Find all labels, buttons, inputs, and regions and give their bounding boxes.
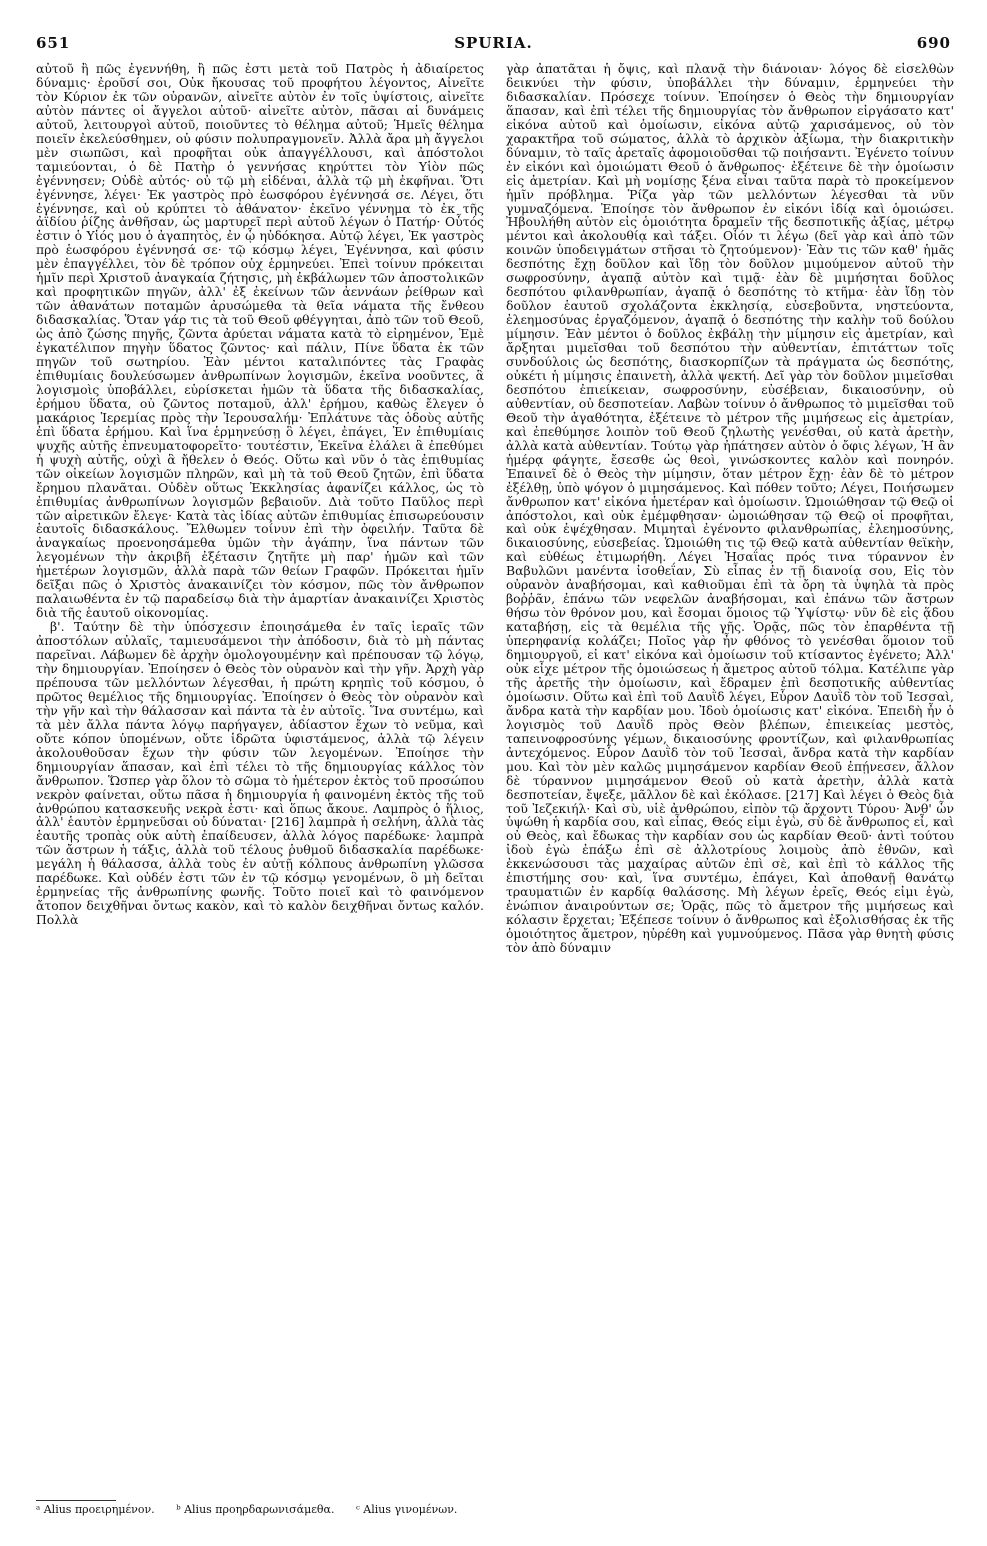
page-header bbox=[36, 34, 951, 54]
right-paragraph-1: γὰρ ἀπατᾶται ἡ ὄψις, καὶ πλανᾷ τὴν διάνοιαν· λόγος δὲ εἰσελθὼν δεικνύει τὴν φύσιν, ὑποβάλλει τὴν δύναμιν, ἑρμηνεύει τὴν διδασκαλίαν. Πρόσεχε τοίνυν. Ἐποίησεν ὁ Θεὸς τὴν δημιουργίαν ἅπασαν, καὶ ἐπὶ τέλει τῆς δημιουργίας τὸν ἄνθρωπον εἰργάσατο κατ' εἰκόνα αὐτοῦ καὶ ὁμοίωσιν, εἰκόνα αὐτῷ χαρισάμενος, οὐ τὸν χαρακτῆρα τοῦ σώματος, ἀλλὰ τὸ ἀρχικὸν ἀξίωμα, τὴν διακριτικὴν δύναμιν, τὸ ταῖς ἀρεταῖς ἀφομοιοῦσθαι τῷ ποιήσαντι. Ἐγένετο τοίνυν ἐν εἰκόνι καὶ ὁμοιώματι Θεοῦ ὁ ἄνθρωπος· ἐξέτεινε δὲ τὴν ὁμοίωσιν εἰς ἀμετρίαν. Καὶ μὴ νομίσῃς ξένα εἶναι ταῦτα παρὰ τὸ προκείμενον ἡμῖν πρόβλημα. Ῥίζα γὰρ τῶν μελλόντων λέγεσθαι τὰ νῦν γυμναζόμενα. Ἐποίησε τὸν ἄνθρωπον ἐν εἰκόνι ἰδίᾳ καὶ ὁμοιώσει. Ἠβουλήθη αὐτὸν εἰς ὁμοιότητα δραμεῖν τῆς δεσποτικῆς ἀξίας, μέτρῳ μέντοι καὶ ἀκολουθίᾳ καὶ τάξει. Οἷόν τι λέγω (δεῖ γὰρ καὶ ἀπὸ τῶν κοινῶν ὑποδειγμάτων στῆσαι τὸ ζητούμενον)· Ἐὰν τις τῶν καθ' ἡμᾶς δεσπότης ἔχῃ δοῦλον καὶ ἴδῃ τὸν δοῦλον μιμούμενον αὐτοῦ τὴν σωφροσύνην, ἀγαπᾷ αὐτὸν καὶ τιμᾷ· ἐὰν δὲ μιμήσηται δοῦλος δεσπότου φιλανθρωπίαν, ἀγαπᾷ ὁ δεσπότης τὸ κτῆμα· ἐὰν ἴδῃ τὸν δοῦλον ἑαυτοῦ σχολάζοντα ἐκκλησίᾳ, εὐσεβοῦντα, νηστεύοντα, ἐλεημοσύνας ἐργαζόμενον, ἀγαπᾷ ὁ δεσπότης τὴν καλὴν τοῦ δούλου μίμησιν. Ἐὰν μέντοι ὁ δοῦλος ἐκβάλῃ τὴν μίμησιν εἰς ἀμετρίαν, καὶ ἄρξηται μιμεῖσθαι τοῦ δεσπότου τὴν αὐθεντίαν, ἐπιτάττων τοῖς συνδούλοις ὡς δεσπότης, διασκορπίζων τὰ πράγματα ὡς δεσπότης, οὐκέτι ἡ μίμησις ἐπαινετὴ, ἀλλὰ ψεκτή. Δεῖ γὰρ τὸν δοῦλον μιμεῖσθαι δεσπότου ἐπιείκειαν, σωφροσύνην, εὐσέβειαν, δικαιοσύνην, οὐ αὐθεντίαν, οὐ δεσποτείαν. Λαβὼν τοίνυν ὁ ἄνθρωπος τὸ μιμεῖσθαι τοῦ Θεοῦ τὴν ἀγαθότητα, ἐξέτεινε τὸ μέτρον τῆς μιμήσεως εἰς ἀμετρίαν, καὶ ἐπεθύμησε λοιπὸν τοῦ Θεοῦ ζηλωτὴς γενέσθαι, οὐ κατὰ ἀρετὴν, ἀλλὰ κατὰ αὐθεντίαν. Τούτῳ γὰρ ἠπάτησεν αὐτὸν ὁ ὄφις λέγων, Ἡ ἂν ἡμέρᾳ φάγητε, ἔσεσθε ὡς θεοὶ, γινώσκοντες καλὸν καὶ πονηρόν. Ἐπαινεῖ δὲ ὁ Θεὸς τὴν μίμησιν, ὅταν μέτρον ἔχῃ· ἐὰν δὲ τὸ μέτρον ἐξέλθῃ, ὑπὸ ψόγον ὁ μιμησάμενος. Καὶ πόθεν τοῦτο; Λέγει, Ποιήσωμεν ἄνθρωπον κατ' εἰκόνα ἡμετέραν καὶ ὁμοίωσιν. Ὡμοιώθησαν τῷ Θεῷ οἱ ἀπόστολοι, καὶ οὐκ ἐμέμφθησαν· ὡμοιώθησαν τῷ Θεῷ οἱ προφῆται, καὶ οὐκ ἐψέχθησαν. Μιμηταὶ ἐγένοντο φιλανθρωπίας, ἐλεημοσύνης, δικαιοσύνης, εὐσεβείας. Ὡμοιώθη τις τῷ Θεῷ κατὰ αὐθεντίαν θεϊκὴν, καὶ εὐθέως ἐτιμωρήθη. Λέγει Ἡσαΐας πρός τινα τύραννον ἐν Βαβυλῶνι μανέντα ἰσοθεΐαν, Σὺ εἶπας ἐν τῇ διανοίᾳ σου, Εἰς τὸν οὐρανὸν ἀναβήσομαι, καὶ καθιοῦμαι ἐπὶ τὰ ὄρη τὰ ὑψηλὰ τὰ πρὸς βοῤῥᾶν, ἐπάνω τῶν νεφελῶν ἀναβήσομαι, καὶ ἐπάνω τῶν ἄστρων θήσω τὸν θρόνον μου, καὶ ἔσομαι ὅμοιος τῷ Ὑψίστῳ· νῦν δὲ εἰς ᾅδου καταβήσῃ, εἰς τὰ θεμέλια τῆς γῆς. Ὁρᾷς, πῶς τὸν ἐπαρθέντα τῇ ὑπερηφανίᾳ κολάζει; Ποῖος γὰρ ἦν φθόνος τὸ γενέσθαι ὅμοιον τοῦ δημιουργοῦ, εἰ κατ' εἰκόνα καὶ ὁμοίωσιν τοῦ κτίσαντος ἐγένετο; Ἀλλ' οὐκ εἶχε μέτρον τῆς ὁμοιώσεως ἡ ἄμετρος αὐτοῦ τόλμα. Κατέλιπε γὰρ τῆς ἀρετῆς τὴν ὁμοίωσιν, καὶ ἔδραμεν ἐπὶ δεσποτικῆς αὐθεντίας ὁμοίωσιν. Οὕτω καὶ ἐπὶ τοῦ Δαυῒδ λέγει, Εὗρον Δαυῒδ τὸν τοῦ Ἰεσσαὶ, ἄνδρα κατὰ τὴν καρδίαν μου. Ἰδοὺ ὁμοίωσις κατ' εἰκόνα. Ἐπειδὴ ἦν ὁ λογισμὸς τοῦ Δαυῒδ πρὸς Θεὸν βλέπων, ἐπιεικείας μεστὸς, ταπεινοφροσύνης γέμων, δικαιοσύνης φροντίζων, καὶ φιλανθρωπίας ἀντεχόμενος. Εὗρον Δαυῒδ τὸν τοῦ Ἰεσσαὶ, ἄνδρα κατὰ τὴν καρδίαν μου. Καὶ τὸν μὲν καλῶς μιμησάμενον καρδίαν Θεοῦ ἐπῄνεσεν, ἄλλον δὲ τύραννον μιμησάμενον Θεοῦ οὐ κατὰ ἀρετὴν, ἀλλὰ κατὰ δεσποτείαν, ἔψεξε, μᾶλλον δὲ καὶ ἐκόλασε. [217] Καὶ λέγει ὁ Θεὸς διὰ τοῦ Ἰεζεκιήλ· Καὶ σὺ, υἱὲ ἀνθρώπου, εἰπὸν τῷ ἄρχοντι Τύρου· Ἀνθ' ὧν ὑψώθη ἡ καρδία σου, καὶ εἶπας, Θεός εἰμι ἐγὼ, σὺ δὲ ἄνθρωπος εἶ, καὶ οὐ Θεὸς, καὶ ἔδωκας τὴν καρδίαν σου ὡς καρδίαν Θεοῦ· ἀντὶ τούτου ἰδοὺ ἐγὼ ἐπάξω ἐπὶ σὲ ἀλλοτρίους λοιμοὺς ἀπὸ ἐθνῶν, καὶ ἐκκενώσουσι τὰς μαχαίρας αὐτῶν ἐπὶ σὲ, καὶ ἐπὶ τὸ κάλλος τῆς ἐπιστήμης σου· καὶ, ἵνα συντέμω, ἐπάγει, Καὶ ἀποθανῇ θανάτῳ τραυματιῶν ἐν καρδίᾳ θαλάσσης. Μὴ λέγων ἐρεῖς, Θεός εἰμι ἐγὼ, ἐνώπιον ἀναιρούντων σε; Ὁρᾷς, πῶς τὸ ἄμετρον τῆς μιμήσεως καὶ κόλασιν ἔρχεται; Ἐξέπεσε τοίνυν ὁ ἄνθρωπος καὶ ἐξολισθήσας ἐκ τῆς ὁμοιότητος ἄμετρον, ηὑρέθη καὶ γυμνούμενος. Πᾶσα γὰρ θνητὴ φύσις τὸν ἀπὸ δύναμιν bbox=[506, 61, 954, 956]
right-page-number: 690 bbox=[916, 34, 951, 52]
footnote-b: ᵇ Alius προηρδαρωνισάμεθα. bbox=[176, 1503, 335, 1516]
footnote-a: ᵃ Alius προειρημένον. bbox=[36, 1503, 155, 1516]
footnotes bbox=[36, 1503, 484, 1516]
footnote-rule bbox=[36, 1500, 116, 1501]
left-page-number: 651 bbox=[36, 34, 71, 52]
left-paragraph-1: αὐτοῦ ἢ πῶς ἐγεννήθη, ἢ πῶς ἐστι μετὰ τοῦ Πατρὸς ἡ ἀδιαίρετος δύναμις· ἐροῦσί σοι, Οὐκ ἤκουσας τοῦ προφήτου λέγοντος, Αἰνεῖτε τὸν Κύριον ἐκ τῶν οὐρανῶν, αἰνεῖτε αὐτὸν ἐν τοῖς ὑψίστοις, αἰνεῖτε αὐτὸν πάντες οἱ ἄγγελοι αὐτοῦ· αἰνεῖτε αὐτὸν, πᾶσαι αἱ δυνάμεις αὐτοῦ, λειτουργοὶ αὐτοῦ, ποιοῦντες τὸ θέλημα αὐτοῦ; Ἡμεῖς θέλημα ποιεῖν ἐκελεύσθημεν, οὐ φύσιν πολυπραγμονεῖν. Ἀλλὰ ἄρα μὴ ἄγγελοι μὲν σιωπῶσι, καὶ προφῆται οὐκ ἀπαγγέλλουσι, καὶ ἀπόστολοι ταμιεύονται, ὁ δὲ Πατὴρ ὁ γεννήσας κηρύττει τὸν Υἱὸν πῶς ἐγέννησεν; Οὐδὲ αὐτός· οὐ τῷ μὴ εἰδέναι, ἀλλὰ τῷ μὴ ἐκφῆναι. Ὅτι ἐγέννησε, λέγει· Ἐκ γαστρὸς πρὸ ἑωσφόρου ἐγέννησά σε. Λέγει, ὅτι ἐγέννησε, καὶ οὐ κρύπτει τὸ ἀθάνατον· ἐκεῖνο γέννημα τὸ ἐκ τῆς ἀϊδίου ῥίζης ἀνθῆσαν, ὡς μαρτυρεῖ περὶ αὐτοῦ λέγων ὁ Πατήρ· Οὗτός ἐστιν ὁ Υἱός μου ὁ ἀγαπητὸς, ἐν ᾧ ηὐδόκησα. Αὐτῷ λέγει, Ἐκ γαστρὸς πρὸ ἑωσφόρου ἐγέννησά σε· τῷ κόσμῳ λέγει, Ἐγέννησα, καὶ φύσιν μὲν ἐπαγγέλλει, τὸν δὲ τρόπον οὐχ ἑρμηνεύει. Ἐπεὶ τοίνυν πρόκειται ἡμῖν περὶ Χριστοῦ ἀναγκαία ζήτησις, μὴ ἐκβάλωμεν τῶν ἀποστολικῶν καὶ προφητικῶν πηγῶν, ἀλλ' ἐξ ἐκείνων τῶν ἀεννάων ῥείθρων καὶ τῶν ἀθανάτων ποταμῶν ἀρυσώμεθα τὰ θεῖα νάματα τῆς ἔνθεου διδασκαλίας. Ὅταν γάρ τις τὰ τοῦ Θεοῦ φθέγγηται, ἀπὸ τῶν τοῦ Θεοῦ, ὡς ἀπὸ ζώσης πηγῆς, ζῶντα ἀρύεται νάματα κατὰ τὸ εἰρημένον, Ἐμὲ ἐγκατέλιπον πηγὴν ὕδατος ζῶντος· καὶ πάλιν, Πίνε ὕδατα ἐκ τῶν πηγῶν τοῦ σωτηρίου. Ἐὰν μέντοι καταλιπόντες τὰς Γραφὰς ἐπιθυμίαις δουλεύσωμεν ἀνθρωπίνων λογισμῶν, ἐκεῖνα νοοῦντες, ἃ λογισμοὶς ὑποβάλλει, εὑρίσκεται ἡμῶν τὰ ὕδατα τῆς διδασκαλίας, ἐρήμου ὕδατα, οὐ ζῶντος ποταμοῦ, ἀλλ' ἐρήμου, καθὼς ἔλεγεν ὁ μακάριος Ἱερεμίας πρὸς τὴν Ἱερουσαλήμ· Ἐπλάτυνε τὰς ὁδοὺς αὐτῆς ἐπὶ ὕδατα ἐρήμου. Καὶ ἵνα ἑρμηνεύσῃ ὃ λέγει, ἐπάγει, Ἐν ἐπιθυμίαις ψυχῆς αὐτῆς ἐπνευματοφορεῖτο· τουτέστιν, Ἐκεῖνα ἐλάλει ἃ ἐπεθύμει ἡ ψυχὴ αὐτῆς, οὐχὶ ἃ ἤθελεν ὁ Θεός. Οὕτω καὶ νῦν ὁ τὰς ἐπιθυμίας τῶν οἰκείων λογισμῶν πληρῶν, καὶ μὴ τὰ τοῦ Θεοῦ ζητῶν, ἐπὶ ὕδατα ἔρημου πλανᾶται. Οὐδὲν οὕτως Ἐκκλησίας ἀφανίζει κάλλος, ὡς τὸ ἐπιθυμίας ἀνθρωπίνων λογισμῶν βεβαιοῦν. Διὰ τοῦτο Παῦλος περὶ τῶν αἱρετικῶν ἔλεγε· Κατὰ τὰς ἰδίας αὐτῶν ἐπιθυμίας ἐπισωρεύουσιν ἑαυτοῖς διδασκάλους. Ἔλθωμεν τοίνυν ἐπὶ τὴν ὀφειλήν. Ταῦτα δὲ ἀναγκαίως προενοησάμεθα ὑμῶν τὴν ἀγάπην, ἵνα πάντων τῶν λεγομένων τὴν ἀκριβῆ ἐξέτασιν ζητῆτε μὴ παρ' ἡμῶν καὶ τῶν ἡμετέρων λογισμῶν, ἀλλὰ παρὰ τῶν θείων Γραφῶν. Πρόκειται ἡμῖν δεῖξαι πῶς ὁ Χριστὸς ἀνακαινίζει τὸν κόσμον, πῶς τὸν ἄνθρωπον παλαιωθέντα ἐν τῷ παραδείσῳ διὰ τὴν ἁμαρτίαν ἀνακαινίζει Χριστὸς διὰ τῆς ἑαυτοῦ οἰκονομίας. bbox=[36, 61, 484, 621]
running-title: SPURIA. bbox=[454, 34, 533, 52]
left-paragraph-2: β'. Ταύτην δὲ τὴν ὑπόσχεσιν ἐποιησάμεθα ἐν ταῖς ἱεραῖς τῶν ἀποστόλων αὐλαῖς, ταμιευσάμενοι τὴν ἀπόδοσιν, διὰ τὸ μὴ πάντας παρεῖναι. Λάβωμεν δὲ ἀρχὴν ὁμολογουμένην καὶ πρέπουσαν τῷ λόγῳ, τὴν δημιουργίαν. Ἐποίησεν ὁ Θεὸς τὸν οὐρανὸν καὶ τὴν γῆν. Ἀρχὴ γὰρ πρέπουσα τῶν μελλόντων λέγεσθαι, ἡ πρώτη κρηπὶς τοῦ κόσμου, ὁ πρῶτος θεμέλιος τῆς δημιουργίας. Ἐποίησεν ὁ Θεὸς τὸν οὐρανὸν καὶ τὴν γῆν καὶ τὴν θάλασσαν καὶ πάντα τὰ ἐν αὐτοῖς. Ἵνα συντέμω, καὶ τὰ μὲν ἄλλα πάντα λόγῳ παρήγαγεν, ἀδίαστον ἔχων τὸ νεῦμα, καὶ οὔτε κόπον ὑπομένων, οὔτε ἱδρῶτα ὑφιστάμενος, ἀλλὰ τῷ λέγειν ἀκολουθοῦσαν ἔχων τὴν φύσιν τῶν λεγομένων. Ἐποίησε τὴν δημιουργίαν ἅπασαν, καὶ ἐπὶ τέλει τὸ τῆς δημιουργίας κάλλος τὸν ἄνθρωπον. Ὥσπερ γὰρ ὅλον τὸ σῶμα τὸ ἡμέτερον ἐκτὸς τοῦ προσώπου νεκρὸν φαίνεται, οὕτω πᾶσα ἡ δημιουργία ἡ φαινομένη ἐκτὸς τῆς τοῦ ἀνθρώπου κατασκευῆς νεκρὰ ἐστι· καὶ ὅπως ἄκουε. Λαμπρὸς ὁ ἥλιος, ἀλλ' ἑαυτὸν ἑρμηνεῦσαι οὐ δύναται· [216] λαμπρὰ ἡ σελήνη, ἀλλὰ τὰς ἑαυτῆς τροπὰς οὐκ αὐτὴ ἐπαίδευσεν, ἀλλὰ λόγος παρέδωκε· λαμπρὰ τῶν ἄστρων ἡ τάξις, ἀλλὰ τοῦ τέλους ῥυθμοῦ διδασκαλία παρέδωκε· μεγάλη ἡ θάλασσα, ἀλλὰ τοὺς ἐν αὐτῇ κόλπους ἀνθρωπίνη γλῶσσα παρέδωκε. Καὶ οὐδέν ἐστι τῶν ἐν τῷ κόσμῳ γενομένων, ὃ μὴ δεῖται ἑρμηνείας τῆς ἀνθρωπίνης φωνῆς. Τοῦτο ποιεῖ καὶ τὸ φαινόμενον ἄτοπον δειχθῆναι ὄντως κακὸν, καὶ τὸ καλὸν δειχθῆναι ὄντως καλόν. Πολλὰ bbox=[36, 619, 484, 928]
right-column bbox=[506, 62, 954, 1546]
footnote-c: ᶜ Alius γινομένων. bbox=[355, 1503, 458, 1516]
left-column bbox=[36, 62, 484, 1497]
